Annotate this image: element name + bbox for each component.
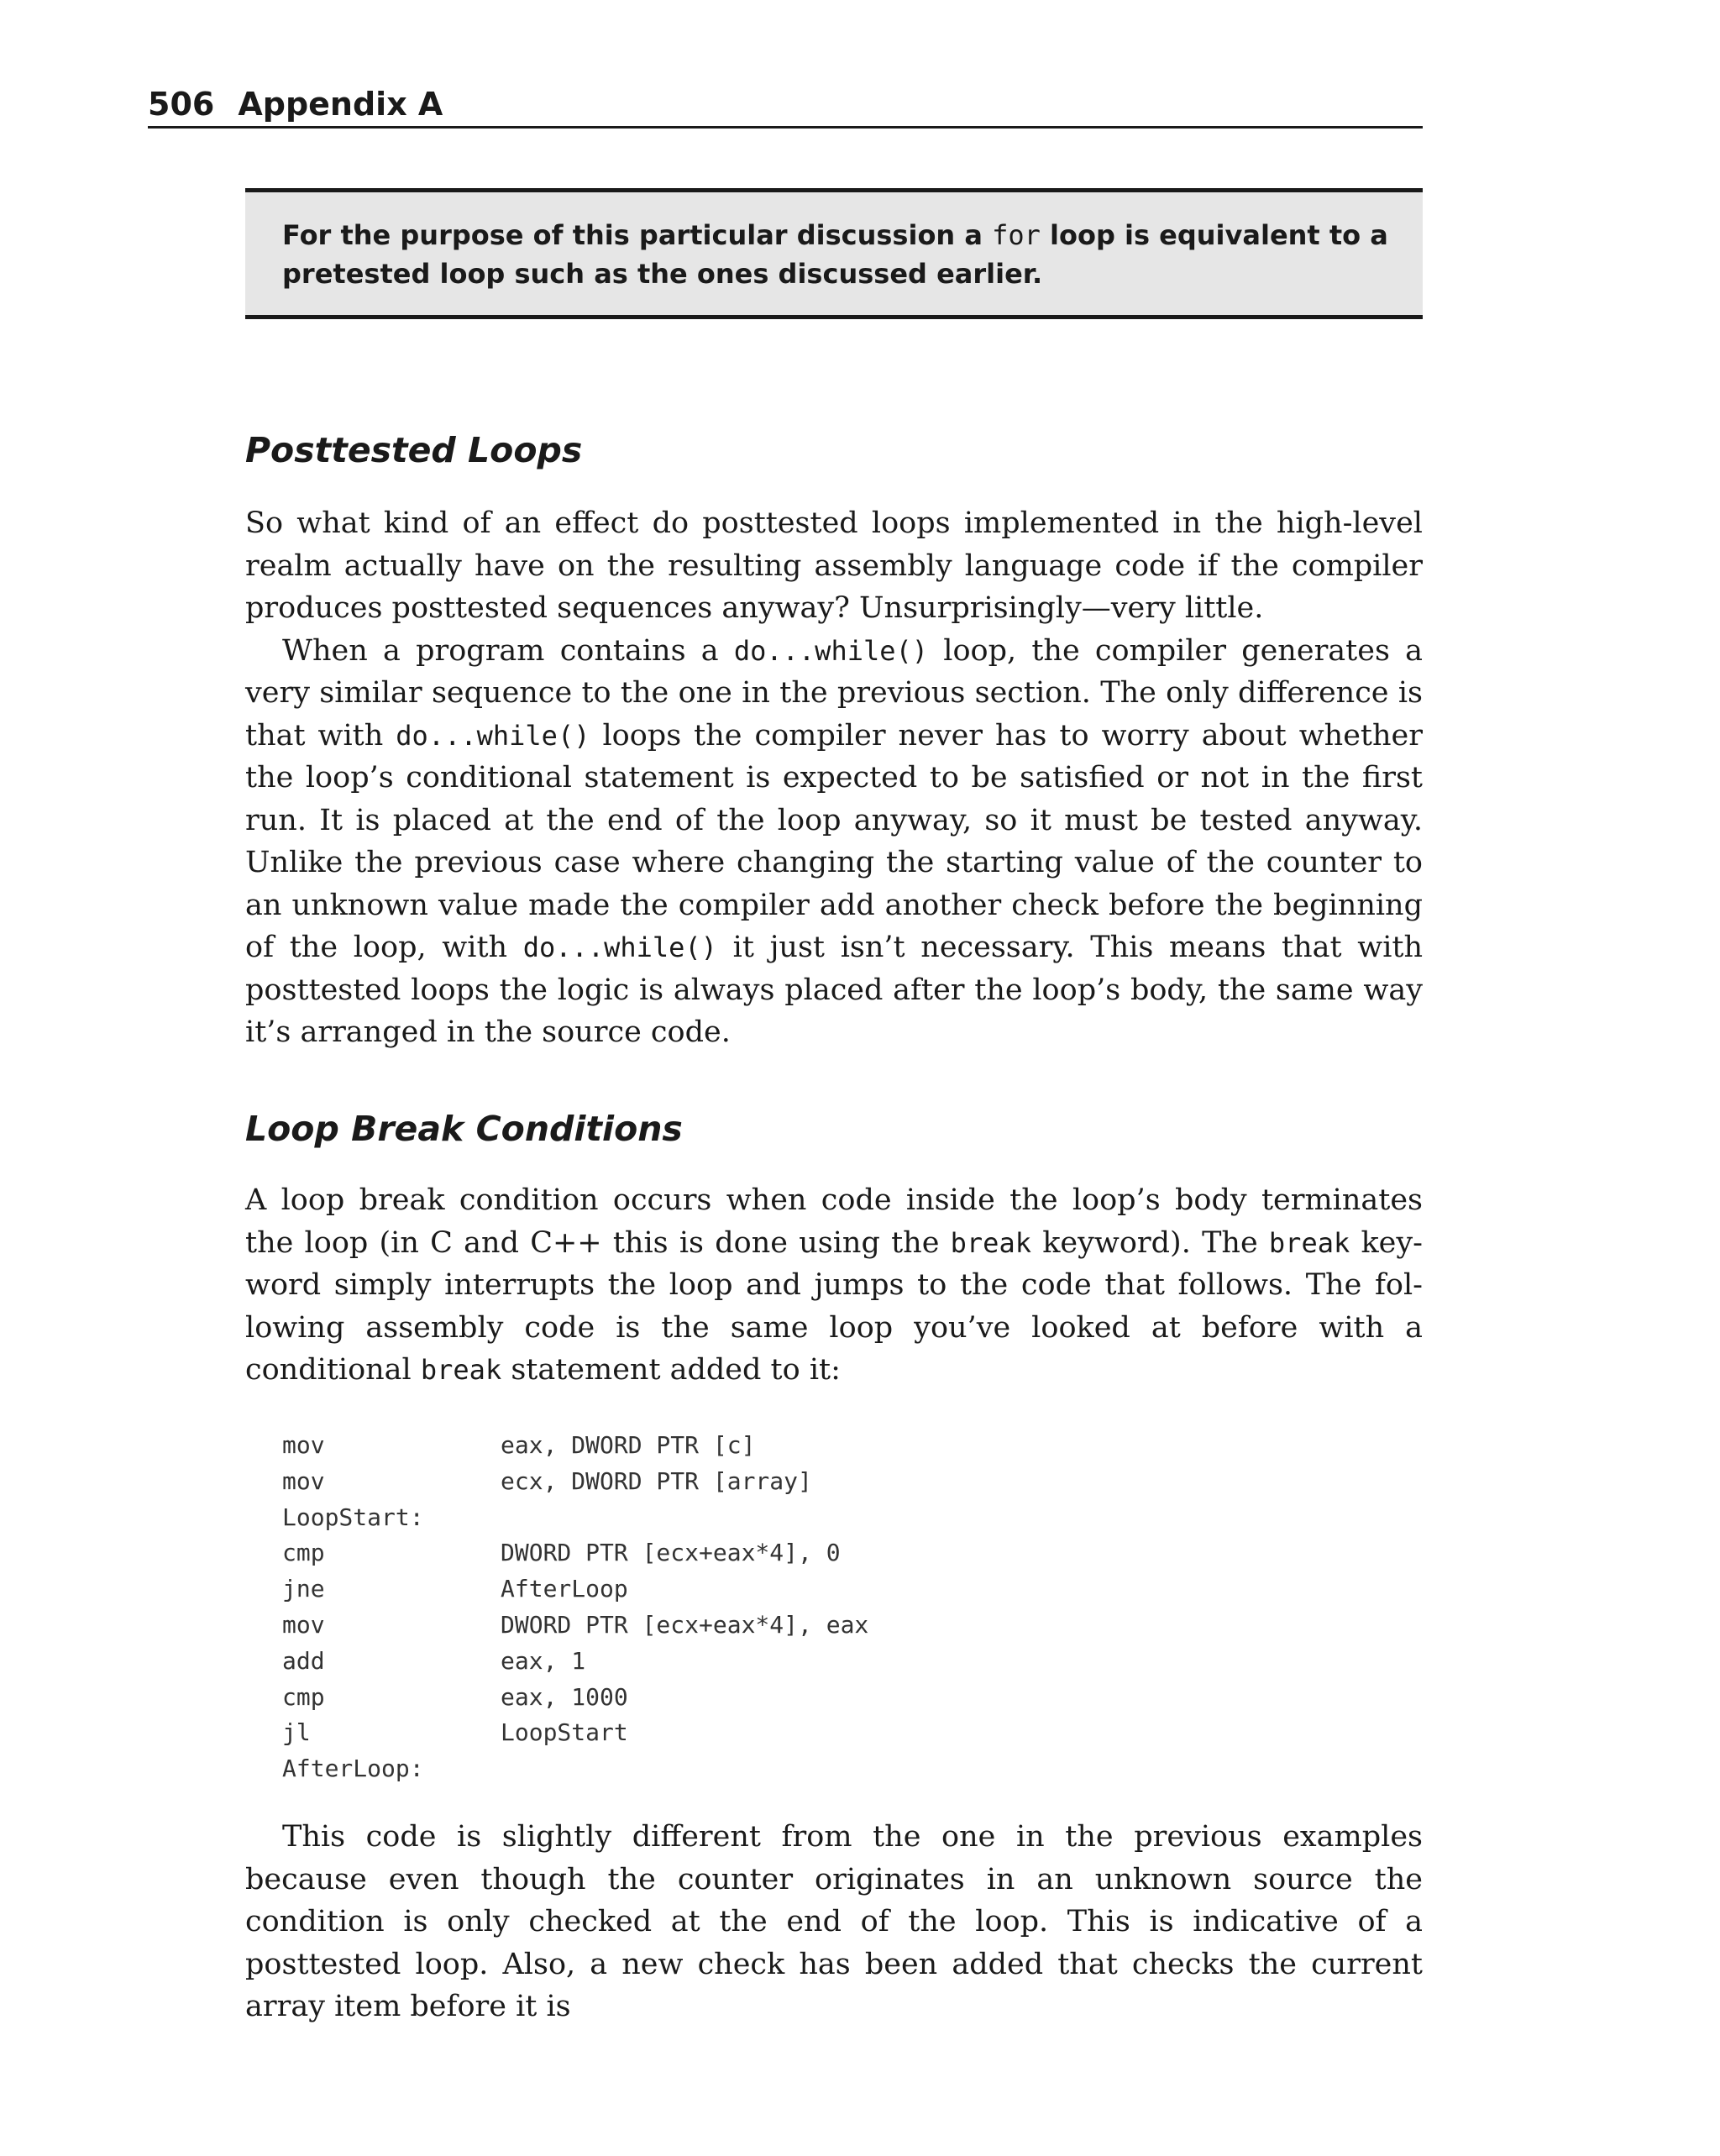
code-line: mov ecx, DWORD PTR [array] <box>282 1466 812 1495</box>
code-break-3: break <box>420 1354 502 1386</box>
code-line: AfterLoop: <box>282 1755 424 1783</box>
section1-body <box>245 502 1423 1054</box>
closing-body <box>245 1816 1423 2028</box>
paragraph-3: A loop break condition occurs when code inside the loop’s body terminates the loop (in C and C++ this is done using the break keyword). The break keyword simply interrupts the loop and jumps to the code that follows. The following assembly code is the same loop you’ve looked at before with a conditional break statement added to it: <box>245 1183 1423 1387</box>
note-line-2: pretested loop such as the ones discussed earlier. <box>282 258 1043 290</box>
heading-loop-break-conditions: Loop Break Conditions <box>245 1109 683 1149</box>
note-code: for <box>992 219 1041 251</box>
paragraph-2: When a program contains a do...while() loop, the compiler generates a very similar sequence to the one in the previous section. The only difference is that with do...while() loops the compiler never has to worry about whether the loop’s conditional statement is expected to be satisfied or not in the first run. It is placed at the end of the loop anyway, so it must be tested anyway. Unlike the previous case where changing the starting value of the counter to an unknown value made the compiler add another check before the beginning of the loop, with do...while() it just isn’t necessary. This means that with posttested loops the logic is always placed after the loop’s body, the same way it’s arranged in the source code. <box>245 633 1423 1049</box>
note-line-1: For the purpose of this particular discussion a for loop is equivalent to a <box>282 219 1388 251</box>
code-line: jne AfterLoop <box>282 1575 628 1603</box>
code-line: jl LoopStart <box>282 1718 628 1747</box>
section2-body <box>245 1179 1423 1392</box>
paragraph-1: So what kind of an effect do posttested loops implemented in the high-level realm actually have on the resulting assembly language code if the compiler produces posttested sequences anyway? Unsurprisingly—very little. <box>245 506 1423 625</box>
code-line: cmp DWORD PTR [ecx+eax*4], 0 <box>282 1539 841 1567</box>
code-do-while-3: do...while() <box>522 931 717 963</box>
note-box <box>245 188 1423 319</box>
code-line: add eax, 1 <box>282 1646 586 1675</box>
paragraph-4: This code is slightly different from the one in the previous examples because even though the counter originates in an unknown source the condition is only checked at the end of the loop. This is indicative of a posttested loop. Also, a new check has been added that checks the current array item before it is <box>245 1820 1423 2023</box>
code-line: LoopStart: <box>282 1503 424 1531</box>
page-header <box>148 82 1423 129</box>
code-break-2: break <box>1268 1226 1350 1259</box>
code-line: mov DWORD PTR [ecx+eax*4], eax <box>282 1610 869 1639</box>
section-title: Appendix A <box>238 86 443 123</box>
code-do-while-1: do...while() <box>733 634 929 667</box>
assembly-code-block <box>282 1428 1374 1787</box>
code-line: mov eax, DWORD PTR [c] <box>282 1431 756 1459</box>
heading-posttested-loops: Posttested Loops <box>245 430 583 470</box>
page-number: 506 <box>148 86 215 123</box>
code-do-while-2: do...while() <box>396 719 590 752</box>
code-line: cmp eax, 1000 <box>282 1682 628 1711</box>
code-break-1: break <box>950 1226 1031 1259</box>
